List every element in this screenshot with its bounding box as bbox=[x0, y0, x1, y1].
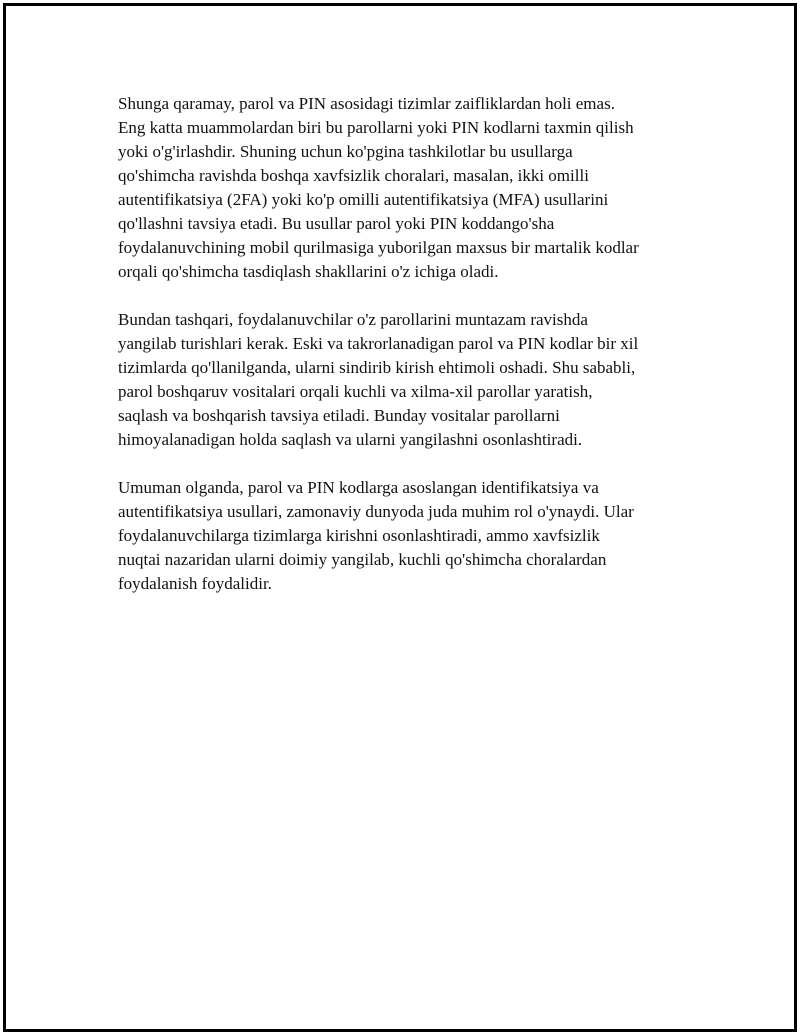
text-line: Eng katta muammolardan biri bu parollarni yoki PIN kodlarni taxmin qilish bbox=[118, 118, 634, 137]
paragraph-1 bbox=[118, 92, 703, 284]
paragraph-3 bbox=[118, 476, 703, 596]
text-line: orqali qo'shimcha tasdiqlash shakllarini o'z ichiga oladi. bbox=[118, 262, 499, 281]
text-line: autentifikatsiya (2FA) yoki ko'p omilli autentifikatsiya (MFA) usullarini bbox=[118, 190, 609, 209]
text-line: qo'llashni tavsiya etadi. Bu usullar parol yoki PIN koddango'sha bbox=[118, 214, 555, 233]
text-line: autentifikatsiya usullari, zamonaviy dunyoda juda muhim rol o'ynaydi. Ular bbox=[118, 502, 634, 521]
text-line: saqlash va boshqarish tavsiya etiladi. Bunday vositalar parollarni bbox=[118, 406, 560, 425]
text-line: Bundan tashqari, foydalanuvchilar o'z parollarini muntazam ravishda bbox=[118, 310, 588, 329]
text-line: qo'shimcha ravishda boshqa xavfsizlik choralari, masalan, ikki omilli bbox=[118, 166, 589, 185]
text-line: foydalanish foydalidir. bbox=[118, 574, 272, 593]
text-line: himoyalanadigan holda saqlash va ularni yangilashni osonlashtiradi. bbox=[118, 430, 583, 449]
paragraph-2 bbox=[118, 308, 703, 452]
text-line: nuqtai nazaridan ularni doimiy yangilab, kuchli qo'shimcha choralardan bbox=[118, 550, 607, 569]
text-line: foydalanuvchilarga tizimlarga kirishni osonlashtiradi, ammo xavfsizlik bbox=[118, 526, 600, 545]
text-line: tizimlarda qo'llanilganda, ularni sindirib kirish ehtimoli oshadi. Shu sababli, bbox=[118, 358, 636, 377]
text-line: parol boshqaruv vositalari orqali kuchli va xilma-xil parollar yaratish, bbox=[118, 382, 593, 401]
text-line: foydalanuvchining mobil qurilmasiga yuborilgan maxsus bir martalik kodlar bbox=[118, 238, 639, 257]
text-line: Shunga qaramay, parol va PIN asosidagi tizimlar zaifliklardan holi emas. bbox=[118, 94, 615, 113]
text-line: Umuman olganda, parol va PIN kodlarga asoslangan identifikatsiya va bbox=[118, 478, 599, 497]
text-line: yoki o'g'irlashdir. Shuning uchun ko'pgina tashkilotlar bu usullarga bbox=[118, 142, 573, 161]
document-body bbox=[118, 92, 703, 620]
text-line: yangilab turishlari kerak. Eski va takrorlanadigan parol va PIN kodlar bir xil bbox=[118, 334, 639, 353]
